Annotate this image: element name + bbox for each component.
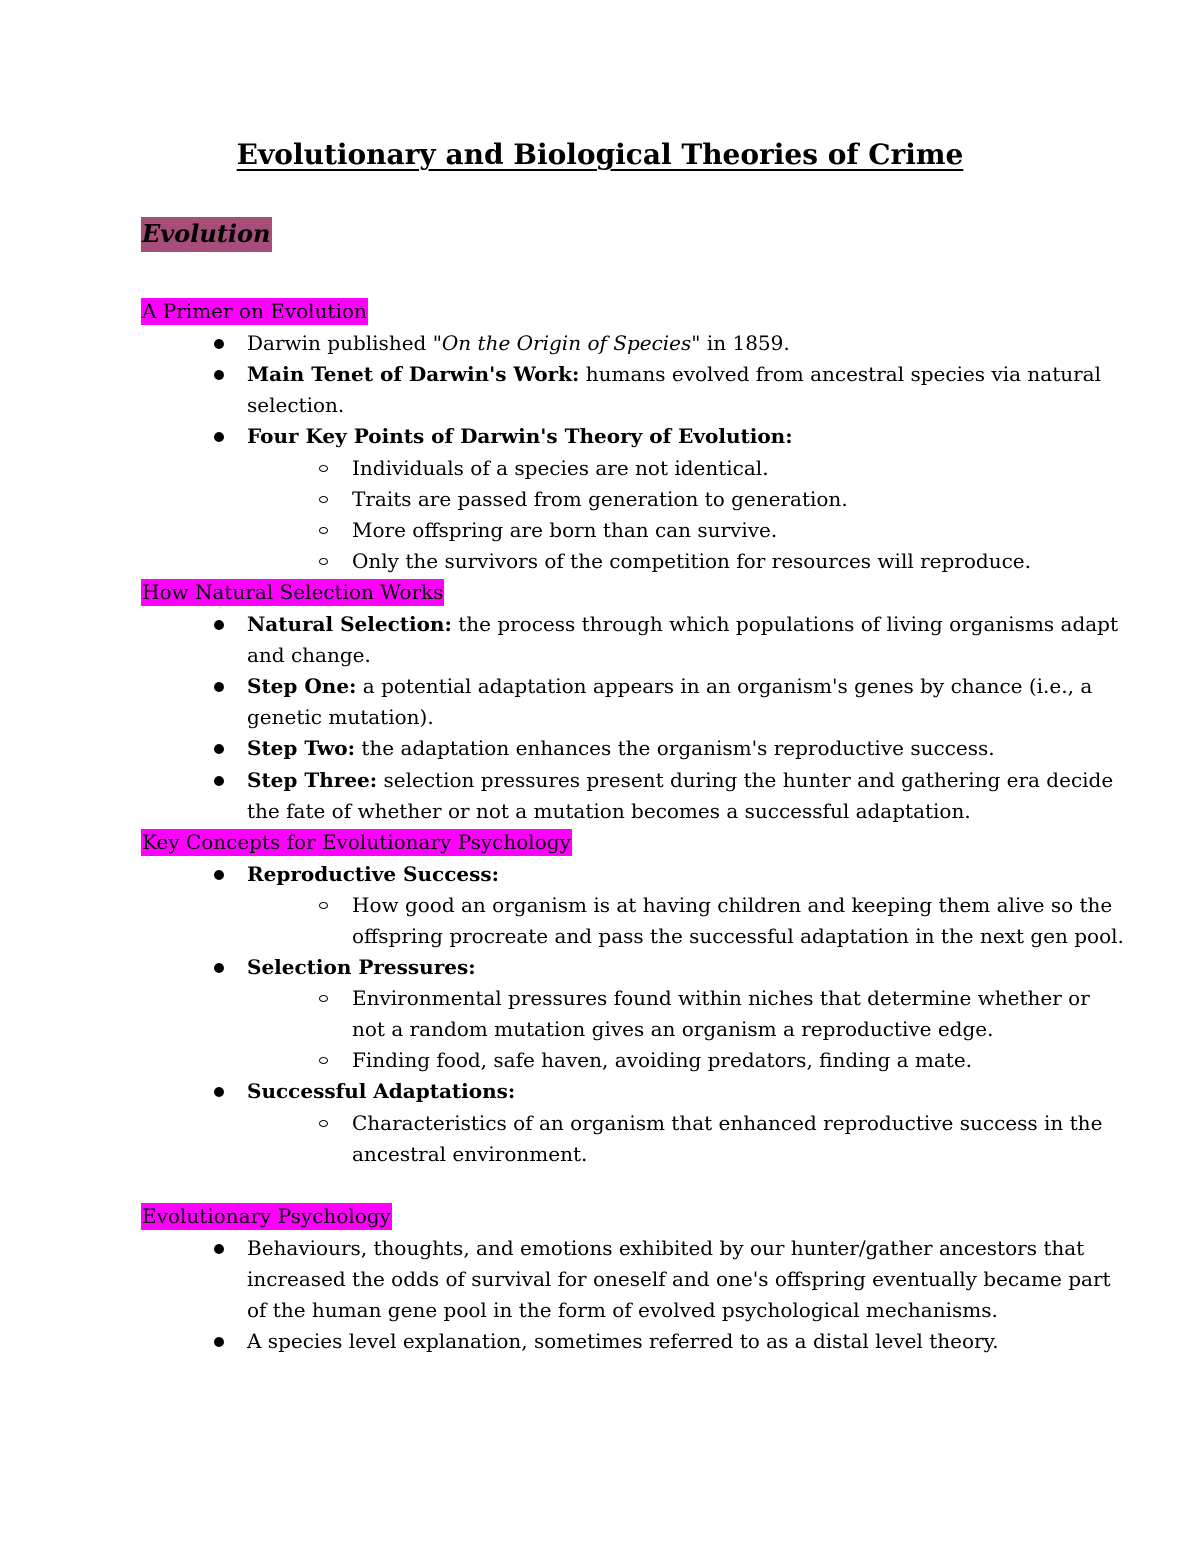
bullet-icon: [214, 432, 224, 442]
sub-list-item-continuation: not a random mutation gives an organism a reproductive edge.: [352, 1017, 994, 1041]
list-item-continuation: increased the odds of survival for oneself and one's offspring eventually became part: [247, 1267, 1111, 1291]
list-item: Behaviours, thoughts, and emotions exhibited by our hunter/gather ancestors that: [247, 1236, 1085, 1260]
sub-list-item: Characteristics of an organism that enhanced reproductive success in the: [352, 1111, 1103, 1135]
subheading-primer: A Primer on Evolution: [142, 299, 367, 323]
list-item: Reproductive Success:: [247, 862, 500, 886]
sub-list-item-continuation: ancestral environment.: [352, 1142, 588, 1166]
bullet-icon: [214, 1244, 224, 1254]
bullet-icon: [214, 339, 224, 349]
list-item: Selection Pressures:: [247, 955, 476, 979]
circle-bullet-icon: [319, 465, 328, 472]
bullet-icon: [214, 620, 224, 630]
sub-list-item-continuation: offspring procreate and pass the successful adaptation in the next gen pool.: [352, 924, 1124, 948]
sub-list-item: How good an organism is at having children and keeping them alive so the: [352, 893, 1113, 917]
bullet-icon: [214, 1087, 224, 1097]
circle-bullet-icon: [319, 496, 328, 503]
section-heading-evolution: Evolution: [141, 217, 272, 252]
list-item: Step Two: the adaptation enhances the organism's reproductive success.: [247, 736, 995, 760]
sub-list-item: Environmental pressures found within niches that determine whether or: [352, 986, 1090, 1010]
bullet-icon: [214, 776, 224, 786]
bullet-icon: [214, 963, 224, 973]
sub-list-item: Finding food, safe haven, avoiding predators, finding a mate.: [352, 1048, 973, 1072]
list-item: Main Tenet of Darwin's Work: humans evolved from ancestral species via natural: [247, 362, 1101, 386]
list-item: A species level explanation, sometimes referred to as a distal level theory.: [247, 1329, 999, 1353]
sub-list-item: Individuals of a species are not identical.: [352, 456, 769, 480]
list-item: Successful Adaptations:: [247, 1079, 516, 1103]
list-item-continuation: and change.: [247, 643, 371, 667]
subheading-natural-selection: How Natural Selection Works: [142, 580, 444, 604]
list-item-continuation: of the human gene pool in the form of evolved psychological mechanisms.: [247, 1298, 998, 1322]
circle-bullet-icon: [319, 558, 328, 565]
list-item: Darwin published "On the Origin of Species" in 1859.: [247, 331, 790, 355]
list-item-continuation: the fate of whether or not a mutation becomes a successful adaptation.: [247, 799, 971, 823]
list-item: Step One: a potential adaptation appears in an organism's genes by chance (i.e., a: [247, 674, 1093, 698]
circle-bullet-icon: [319, 527, 328, 534]
list-item: Natural Selection: the process through which populations of living organisms adapt: [247, 612, 1119, 636]
circle-bullet-icon: [319, 1120, 328, 1127]
page-title: Evolutionary and Biological Theories of Crime: [236, 138, 964, 171]
bullet-icon: [214, 1337, 224, 1347]
circle-bullet-icon: [319, 902, 328, 909]
bullet-icon: [214, 682, 224, 692]
sub-list-item: More offspring are born than can survive.: [352, 518, 778, 542]
list-item: Step Three: selection pressures present during the hunter and gathering era decide: [247, 768, 1114, 792]
subheading-key-concepts: Key Concepts for Evolutionary Psychology: [142, 830, 571, 854]
list-item: Four Key Points of Darwin's Theory of Evolution:: [247, 424, 793, 448]
subheading-evolutionary-psychology: Evolutionary Psychology: [142, 1204, 391, 1228]
list-item-continuation: selection.: [247, 393, 345, 417]
bullet-icon: [214, 744, 224, 754]
bullet-icon: [214, 870, 224, 880]
sub-list-item: Traits are passed from generation to generation.: [352, 487, 848, 511]
list-item-continuation: genetic mutation).: [247, 705, 434, 729]
bullet-icon: [214, 370, 224, 380]
circle-bullet-icon: [319, 995, 328, 1002]
circle-bullet-icon: [319, 1057, 328, 1064]
sub-list-item: Only the survivors of the competition for resources will reproduce.: [352, 549, 1031, 573]
